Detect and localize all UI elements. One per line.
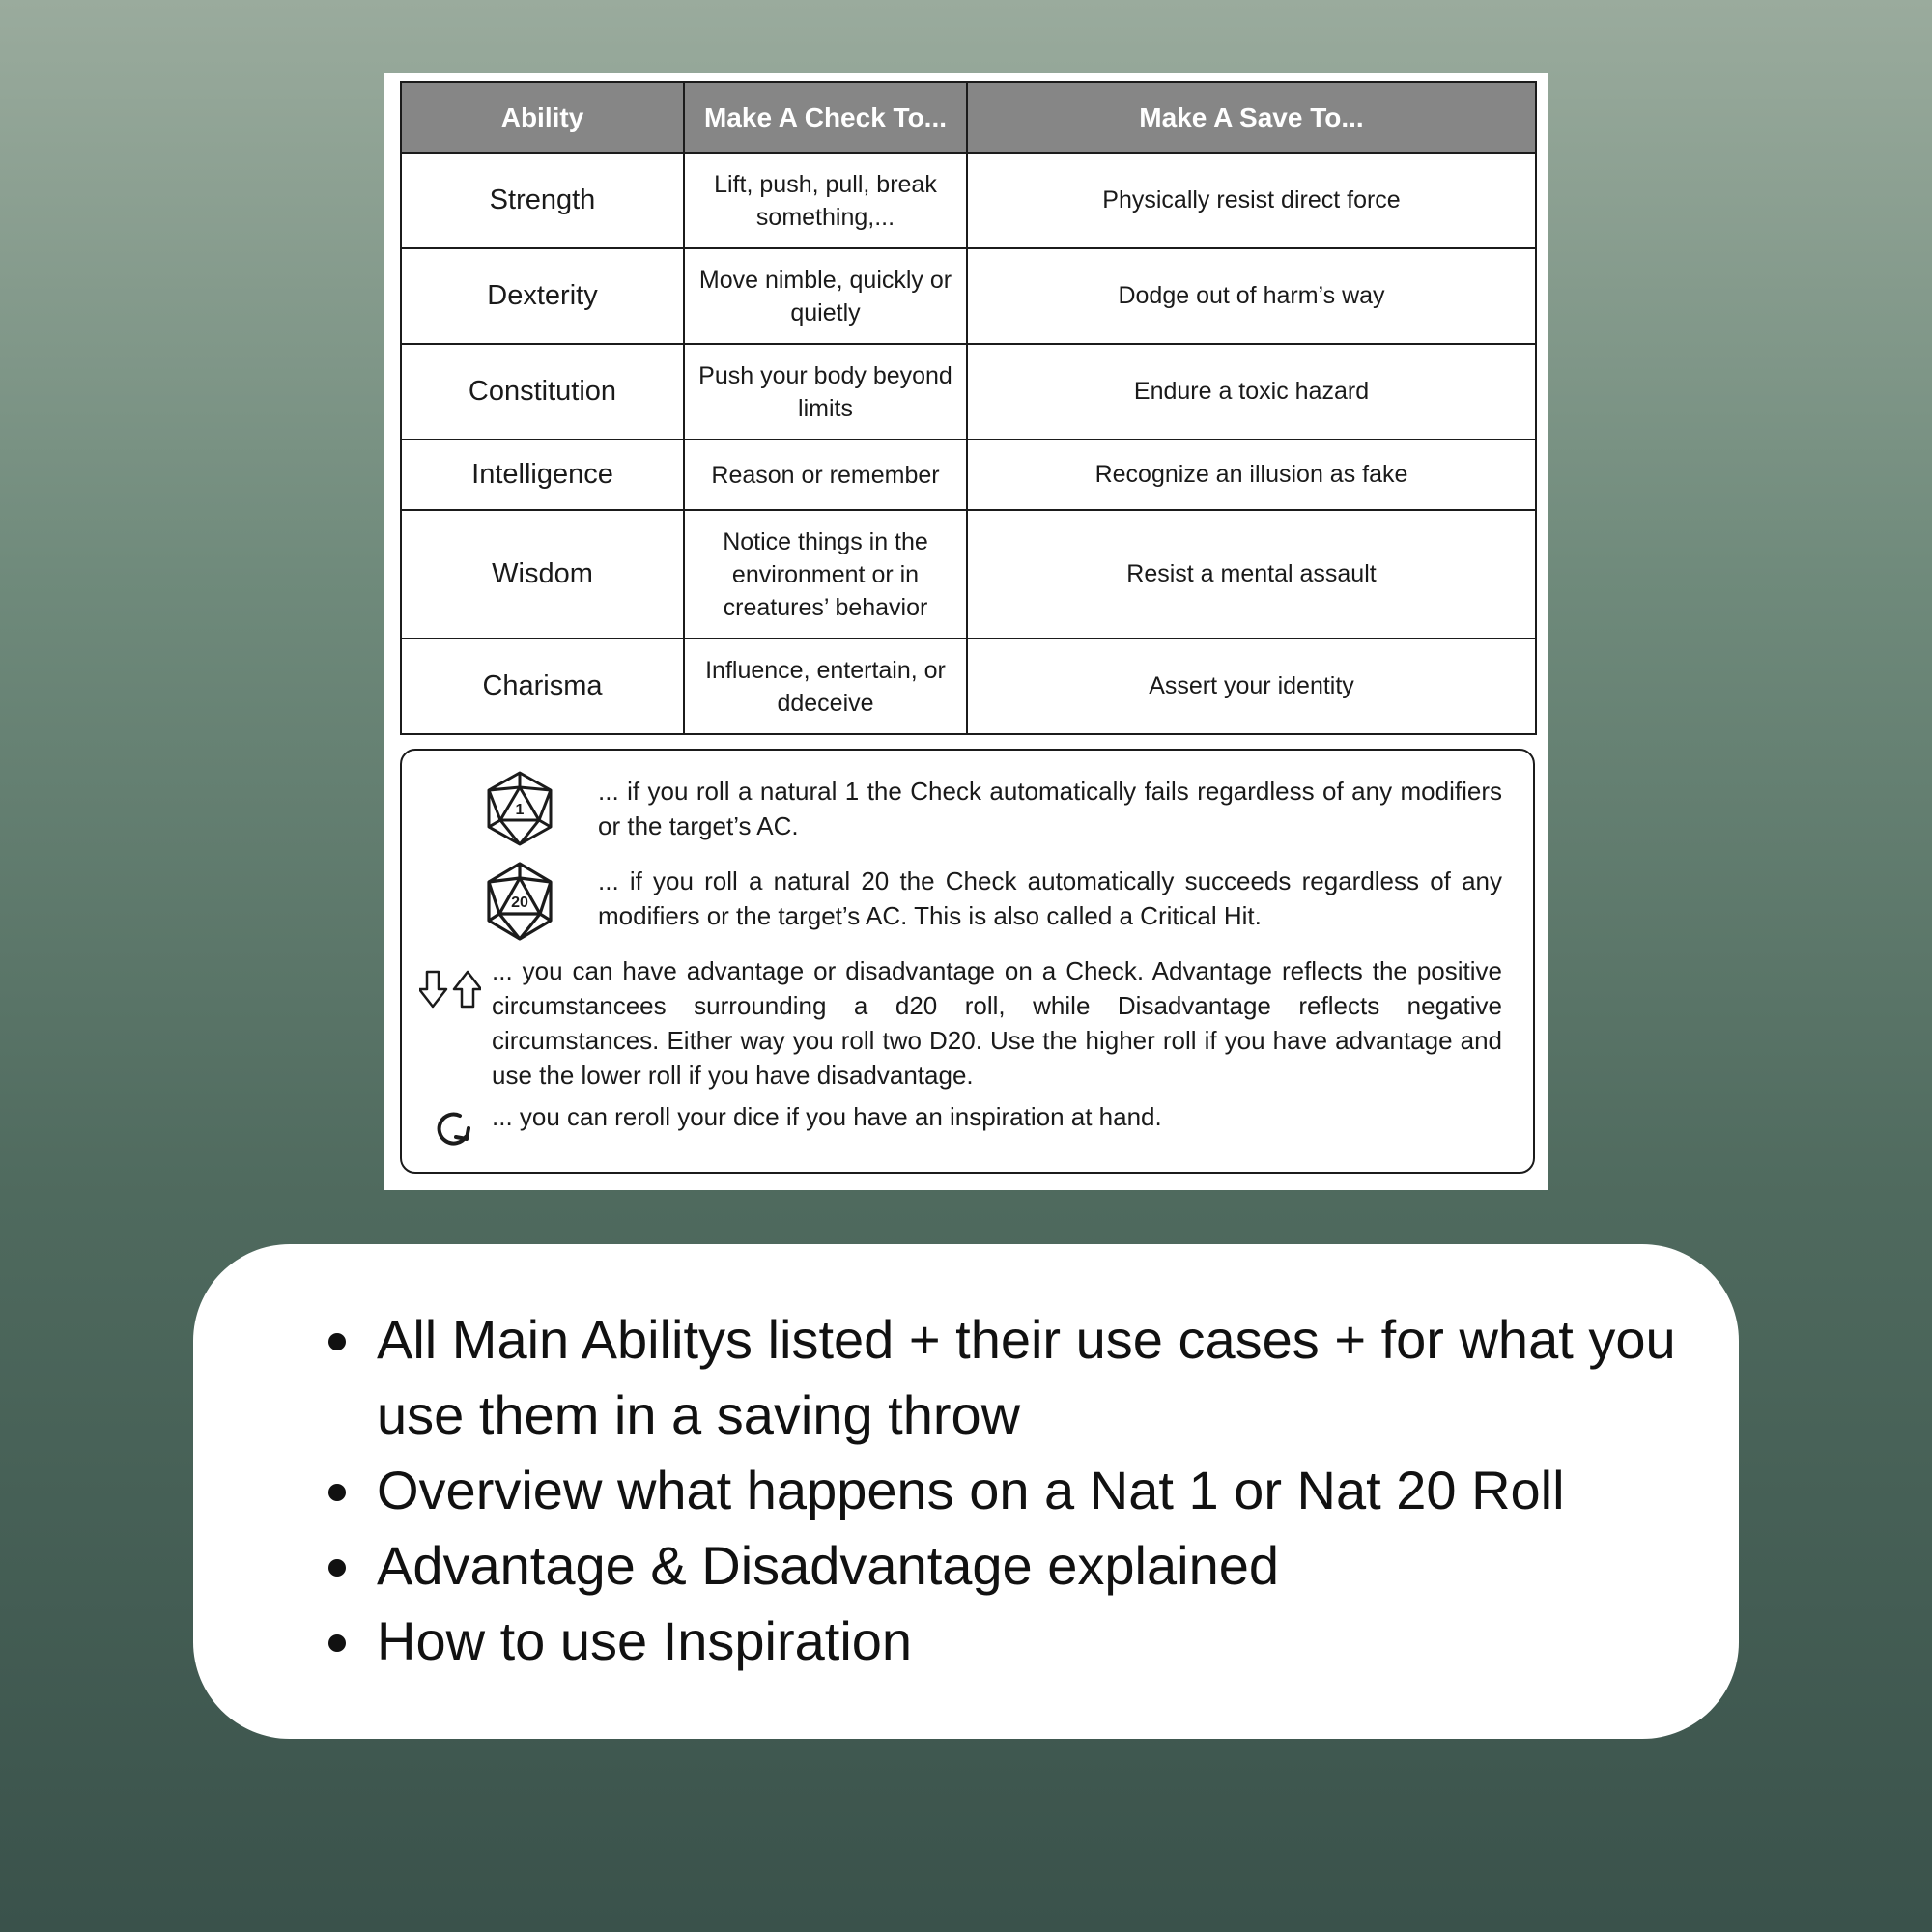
bullet [328,1559,346,1577]
check-use: Lift, push, pull, break something,... [684,153,967,248]
feature-list [328,1302,1710,1679]
nat20-note: ... if you roll a natural 20 the Check automatically succeeds regardless of any modifiers or the target’s AC. This is also called a Critical Hit. [598,867,1502,930]
header-check: Make A Check To... [684,82,967,153]
list-item: Advantage & Disadvantage explained [328,1528,1710,1604]
rules-notes-box [400,749,1535,1174]
ability-name: Charisma [401,639,684,734]
die-label-20: 20 [511,895,528,911]
check-use: Influence, entertain, or ddeceive [684,639,967,734]
die-label-1: 1 [515,802,525,818]
list-item: How to use Inspiration [328,1604,1710,1679]
save-use: Physically resist direct force [967,153,1536,248]
reroll-arrow-icon [437,1110,475,1152]
ability-reference-sheet [384,73,1548,1190]
save-use: Dodge out of harm’s way [967,248,1536,344]
ability-name: Intelligence [401,440,684,510]
save-use: Resist a mental assault [967,510,1536,639]
save-use: Endure a toxic hazard [967,344,1536,440]
table-row [401,344,1536,440]
ability-name: Wisdom [401,510,684,639]
check-use: Notice things in the environment or in creatures’ behavior [684,510,967,639]
table-header-row [401,82,1536,153]
feature-card [193,1244,1739,1739]
table-row [401,440,1536,510]
down-up-arrows-icon [419,968,481,1010]
check-use: Push your body beyond limits [684,344,967,440]
bullet [328,1484,346,1501]
table-row [401,153,1536,248]
table-row [401,248,1536,344]
d20-nat1-icon [484,770,555,847]
advantage-note: ... you can have advantage or disadvantage on a Check. Advantage reflects the positive circumstancees surrounding a d20 roll, while Disadvantage reflects negative circumstances. Either way you roll two D20. Use the higher roll if you have advantage and use the lower roll if you have disadvantage. [492,956,1502,1090]
table-row [401,510,1536,639]
nat1-note: ... if you roll a natural 1 the Check automatically fails regardless of any modifiers or the target’s AC. [598,777,1502,840]
list-item: All Main Abilitys listed + their use cases + for what you use them in a saving throw [328,1302,1710,1453]
d20-nat20-icon [484,861,555,942]
ability-table [400,81,1537,735]
inspiration-note: ... you can reroll your dice if you have an inspiration at hand. [492,1102,1162,1131]
list-item: Overview what happens on a Nat 1 or Nat 20 Roll [328,1453,1710,1528]
header-save: Make A Save To... [967,82,1536,153]
bullet [328,1333,346,1350]
ability-name: Dexterity [401,248,684,344]
save-use: Recognize an illusion as fake [967,440,1536,510]
check-use: Move nimble, quickly or quietly [684,248,967,344]
save-use: Assert your identity [967,639,1536,734]
check-use: Reason or remember [684,440,967,510]
header-ability: Ability [401,82,684,153]
bullet [328,1634,346,1652]
table-row [401,639,1536,734]
ability-name: Constitution [401,344,684,440]
ability-name: Strength [401,153,684,248]
